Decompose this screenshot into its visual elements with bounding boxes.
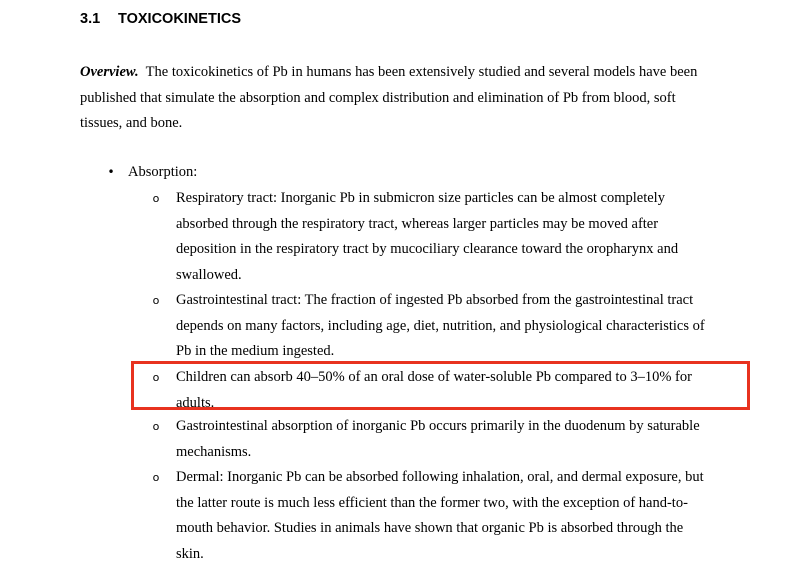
section-number: 3.1 <box>80 11 101 27</box>
overview-text: The toxicokinetics of Pb in humans has been extensively studied and several models have been published that simulate the absorption and complex distribution and elimination of Pb from blood, soft tissues, and bone. <box>80 64 698 131</box>
section-title: TOXICOKINETICS <box>118 11 241 27</box>
list-item-text: Gastrointestinal tract: The fraction of ingested Pb absorbed from the gastrointestinal tract depends on many factors, including age, diet, nutrition, and physiological characteristics of Pb in the medium ingested. <box>176 292 705 359</box>
overview-lead: Overview. <box>80 64 139 80</box>
overview-paragraph <box>80 60 700 137</box>
sub-bullet-icon: o <box>152 471 160 484</box>
sub-bullet-icon: o <box>152 420 160 433</box>
highlight-box <box>131 361 750 410</box>
bullet-icon: • <box>107 165 115 179</box>
sub-bullet-icon: o <box>152 192 160 205</box>
absorption-label: Absorption: <box>128 164 198 180</box>
list-item-text: Gastrointestinal absorption of inorganic Pb occurs primarily in the duodenum by saturable mechanisms. <box>176 418 700 460</box>
list-item-text: Respiratory tract: Inorganic Pb in submicron size particles can be almost completely absorbed through the respiratory tract, whereas larger particles may be moved after deposition in the respiratory tract by mucociliary clearance toward the oropharynx and swallowed. <box>176 190 679 283</box>
list-item-text: Children can absorb 40–50% of an oral dose of water-soluble Pb compared to 3–10% for adults. <box>176 369 692 411</box>
list-item-text: Dermal: Inorganic Pb can be absorbed following inhalation, oral, and dermal exposure, but the latter route is much less efficient than the former two, with the exception of hand-to-mouth behavior. Studies in animals have shown that organic Pb is absorbed through the skin. <box>176 469 704 562</box>
sub-bullet-icon: o <box>152 371 160 384</box>
sub-bullet-icon: o <box>152 294 160 307</box>
section-heading <box>80 8 241 30</box>
